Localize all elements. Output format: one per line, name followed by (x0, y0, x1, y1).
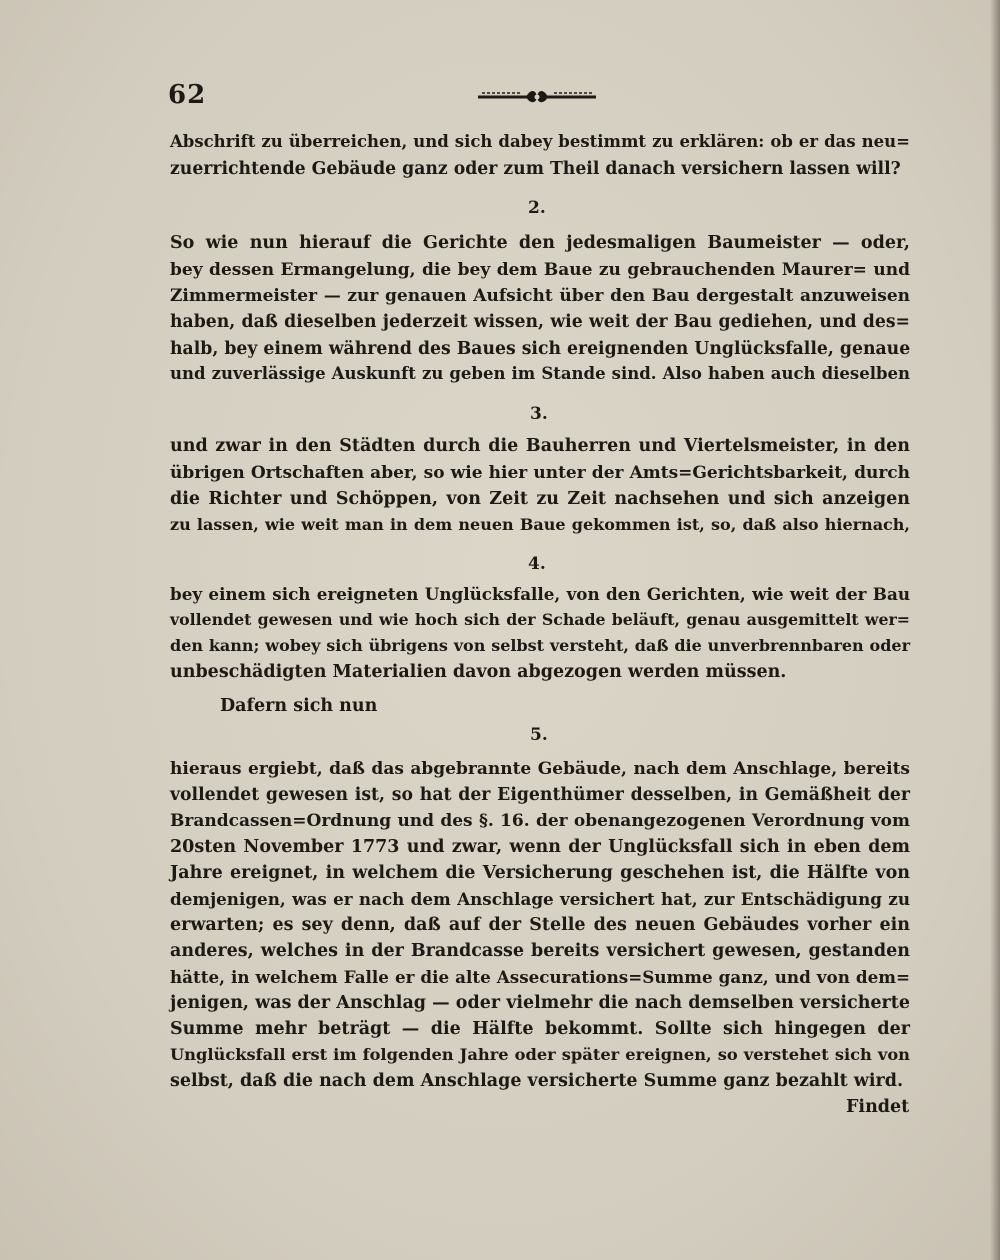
section-number: 4. (528, 554, 546, 574)
page-edge-shadow (990, 0, 1000, 1260)
text-line: Abschrift zu überreichen, und sich dabey bestimmt zu erklären: ob er das neu= (170, 132, 910, 151)
section-number: 2. (528, 198, 546, 218)
text-line: Jahre ereignet, in welchem die Versicherung geschehen ist, die Hälfte von (170, 863, 910, 883)
text-line: jenigen, was der Anschlag — oder vielmehr die nach demselben versicherte (170, 993, 910, 1013)
decorative-ornament (476, 88, 598, 104)
text-line: bey einem sich ereigneten Unglücksfalle, von den Gerichten, wie weit der Bau (170, 584, 910, 604)
text-line: demjenigen, was er nach dem Anschlage versichert hat, zur Entschädigung zu (170, 889, 910, 909)
text-line: Zimmermeister — zur genauen Aufsicht über den Bau dergestalt anzuweisen (170, 286, 910, 306)
section-number: 3. (530, 404, 548, 424)
text-line: selbst, daß die nach dem Anschlage versicherte Summe ganz bezahlt wird. (170, 1071, 904, 1091)
text-line: haben, daß dieselben jederzeit wissen, wie weit der Bau gediehen, und des= (170, 312, 910, 332)
text-line: anderes, welches in der Brandcasse bereits versichert gewesen, gestanden (170, 941, 910, 961)
page-number: 62 (168, 80, 207, 110)
text-line: Summe mehr beträgt — die Hälfte bekommt. Sollte sich hingegen der (170, 1019, 910, 1039)
text-line: So wie nun hierauf die Gerichte den jedesmaligen Baumeister — oder, (170, 233, 910, 253)
text-line: bey dessen Ermangelung, die bey dem Baue zu gebrauchenden Maurer= und (170, 260, 910, 280)
text-line: und zwar in den Städten durch die Bauherren und Viertelsmeister, in den (170, 436, 910, 456)
text-line: erwarten; es sey denn, daß auf der Stelle des neuen Gebäudes vorher ein (170, 915, 910, 935)
text-line: übrigen Ortschaften aber, so wie hier unter der Amts=Gerichtsbarkeit, durch (170, 463, 910, 483)
text-line: zu lassen, wie weit man in dem neuen Baue gekommen ist, so, daß also hiernach, (170, 515, 910, 534)
section-number: 5. (530, 725, 548, 745)
text-line: Unglücksfall erst im folgenden Jahre oder später ereignen, so verstehet sich von (170, 1045, 910, 1064)
text-line: den kann; wobey sich übrigens von selbst versteht, daß die unverbrennbaren oder (170, 636, 910, 655)
text-line: Brandcassen=Ordnung und des §. 16. der obenangezogenen Verordnung vom (170, 811, 910, 831)
text-line: hieraus ergiebt, daß das abgebrannte Gebäude, nach dem Anschlage, bereits (170, 759, 910, 779)
text-line: und zuverlässige Auskunft zu geben im Stande sind. Also haben auch dieselben (170, 364, 910, 383)
text-line: vollendet gewesen ist, so hat der Eigenthümer desselben, in Gemäßheit der (170, 785, 910, 805)
text-line: 20sten November 1773 und zwar, wenn der Unglücksfall sich in eben dem (170, 837, 910, 857)
text-line: Dafern sich nun (220, 696, 378, 716)
text-line: vollendet gewesen und wie hoch sich der Schade beläuft, genau ausgemittelt wer= (170, 610, 910, 629)
text-line: halb, bey einem während des Baues sich ereignenden Unglücksfalle, genaue (170, 339, 911, 359)
text-line: die Richter und Schöppen, von Zeit zu Zeit nachsehen und sich anzeigen (170, 489, 910, 509)
text-line: unbeschädigten Materialien davon abgezogen werden müssen. (170, 662, 787, 682)
catchword: Findet (846, 1097, 910, 1117)
text-line: zuerrichtende Gebäude ganz oder zum Theil danach versichern lassen will? (170, 159, 901, 179)
text-line: hätte, in welchem Falle er die alte Assecurations=Summe ganz, und von dem= (170, 967, 910, 987)
